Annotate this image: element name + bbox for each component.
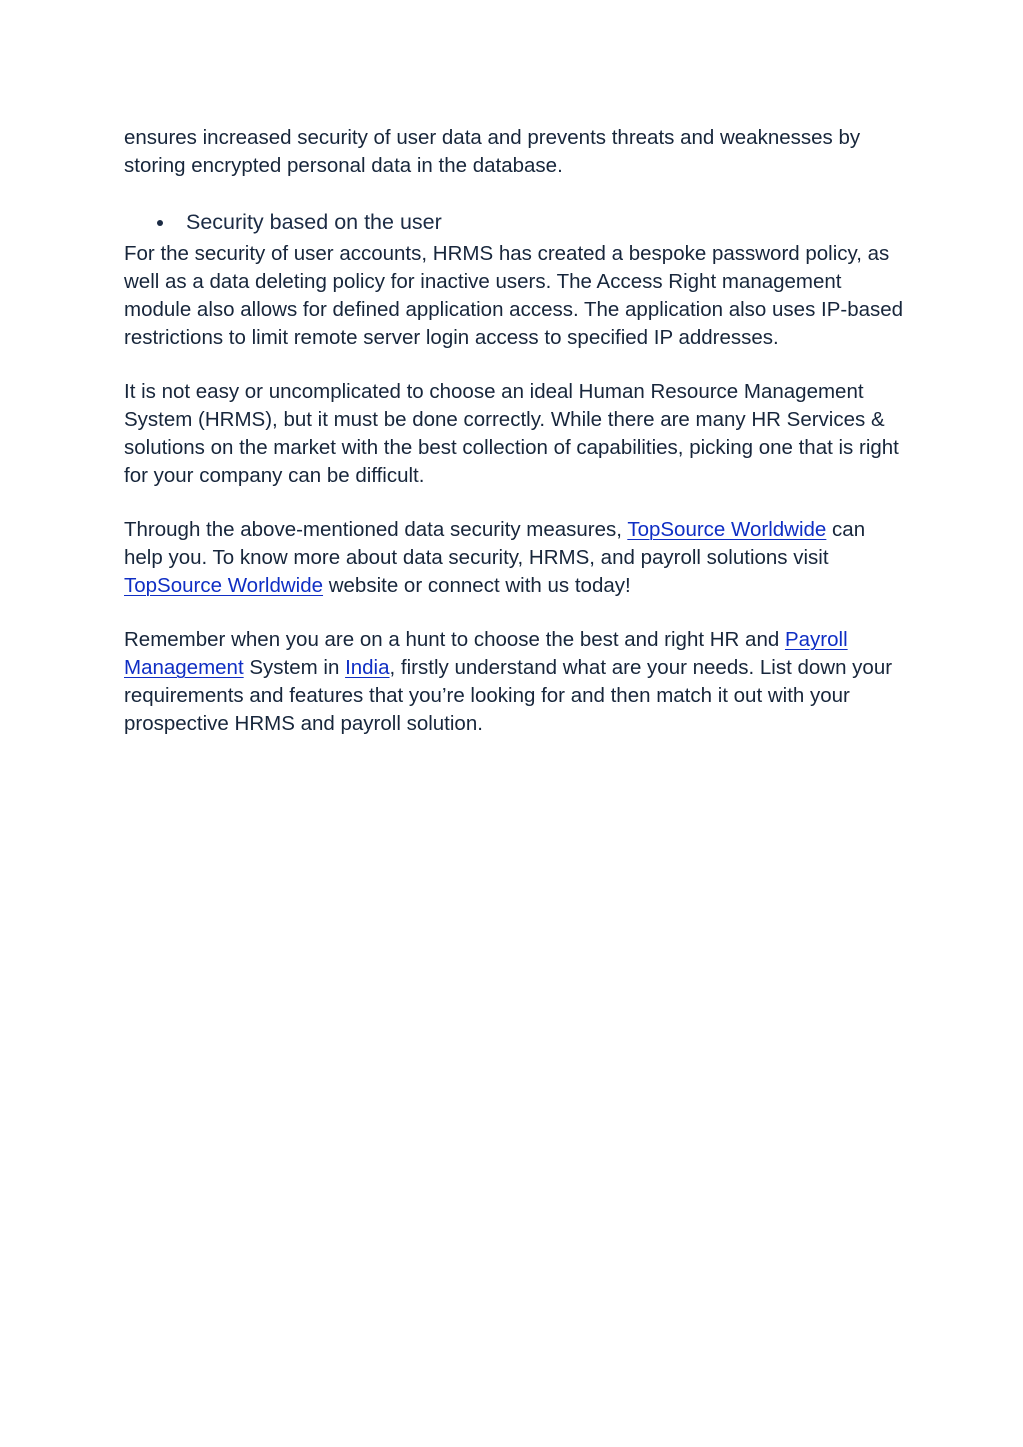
paragraph-user-security [124,240,904,352]
paragraph-choosing-hrms-text: It is not easy or uncomplicated to choose an ideal Human Resource Management System (HRMS), but it must be done correctly. While there are many HR Services & solutions on the market with the best collection of capabilities, picking one that is right for your company can be difficult. [124,380,899,487]
bullet-dot-icon [157,220,163,226]
paragraph-choosing-hrms [124,378,904,490]
paragraph-topsource-text-2: can help you. To know more about data security, HRMS, and payroll solutions visit [124,518,866,569]
bullet-item-security-user [124,206,904,238]
india-link[interactable]: India [345,656,390,679]
paragraph-remember [124,626,904,738]
payroll-management-link[interactable]: Payroll Management [124,628,848,679]
document-body [124,124,904,764]
paragraph-remember-text-3: , firstly understand what are your needs. List down your requirements and features that you’re looking for and then match it out with your prospective HRMS and payroll solution. [124,656,893,735]
paragraph-topsource-text-1: Through the above-mentioned data security measures, [124,518,628,541]
bullet-item-label: Security based on the user [186,210,442,234]
topsource-worldwide-link[interactable]: TopSource Worldwide [627,518,827,541]
paragraph-topsource [124,516,904,600]
paragraph-remember-text-1: Remember when you are on a hunt to choose the best and right HR and [124,628,785,651]
paragraph-encryption-text: ensures increased security of user data and prevents threats and weaknesses by storing encrypted personal data in the database. [124,126,861,177]
paragraph-topsource-text-3: website or connect with us today! [323,574,631,597]
paragraph-encryption [124,124,904,180]
paragraph-remember-text-2: System in [243,656,346,679]
paragraph-user-security-text: For the security of user accounts, HRMS has created a bespoke password policy, as well as a data deleting policy for inactive users. The Access Right management module also allows for defined application access. The application also uses IP-based restrictions to limit remote server login access to specified IP addresses. [124,242,904,349]
topsource-worldwide-website-link[interactable]: TopSource Worldwide [124,574,324,597]
